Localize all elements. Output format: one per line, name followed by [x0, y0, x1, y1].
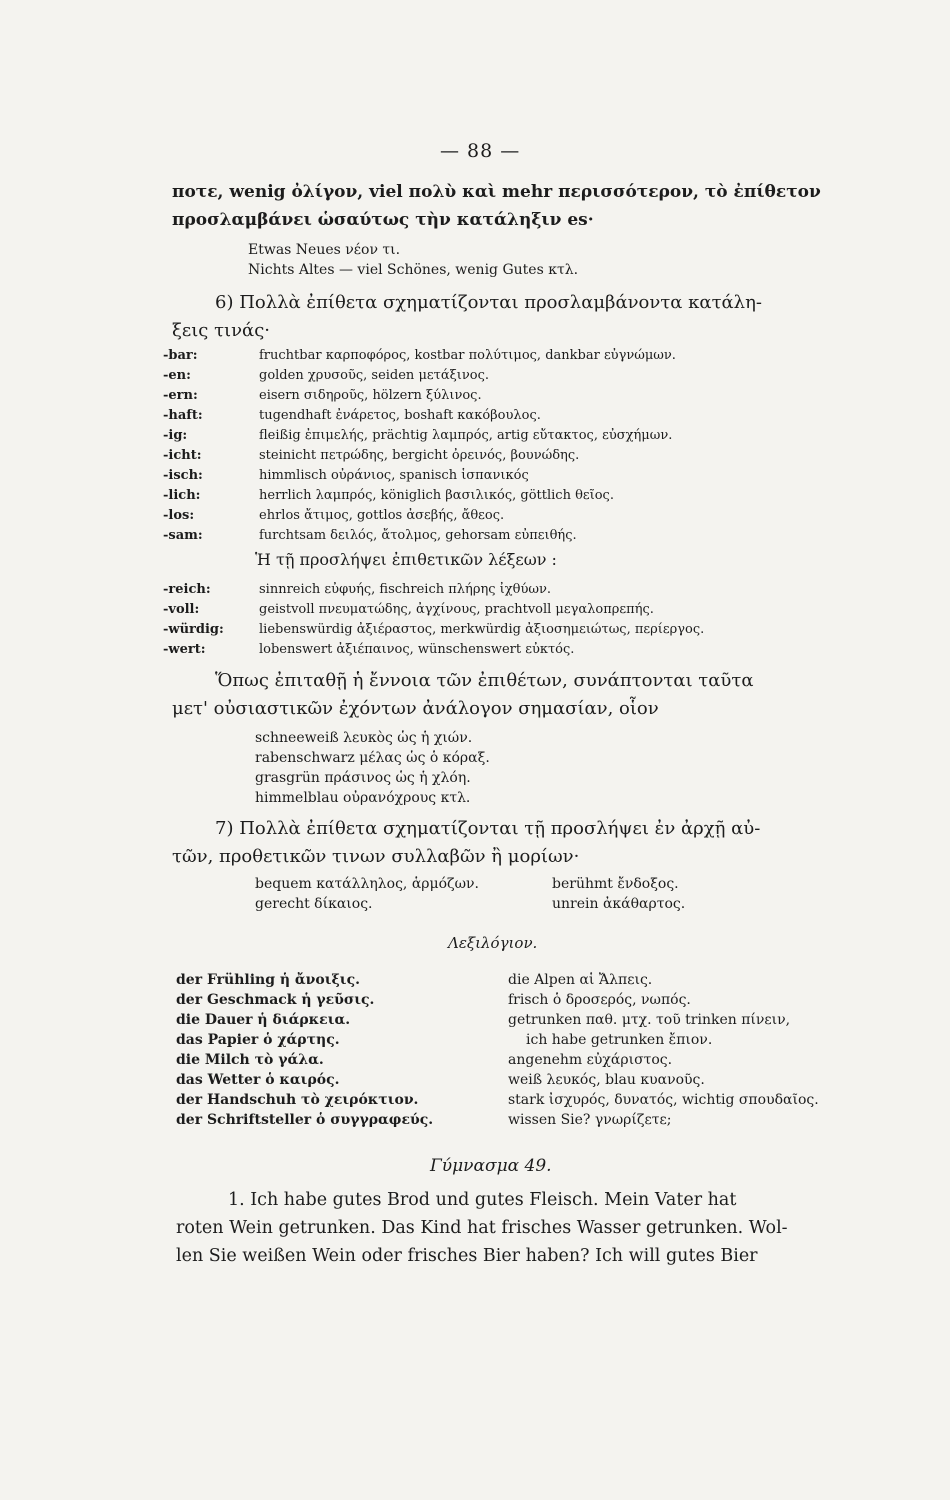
opos-line-2: μετ' οὐσιαστικῶν ἐχόντων ἀνάλογον σημασίαν, οἷον — [172, 698, 659, 719]
suffix-examples: furchtsam δειλός, ἄτολμος, gehorsam εὐπειθής. — [259, 528, 577, 543]
prefix-example: bequem κατάλληλος, ἁρμόζων. — [255, 876, 479, 892]
composite-examples: geistvoll πνευματώδης, ἀγχίνους, prachtvoll μεγαλοπρεπής. — [259, 602, 654, 617]
vocab-entry: der Geschmack ἡ γεῦσις. — [176, 992, 375, 1008]
suffix-examples: ehrlos ἄτιμος, gottlos ἀσεβής, ἄθεος. — [259, 508, 505, 523]
page-number: — 88 — — [440, 140, 521, 162]
vocab-entry: getrunken παθ. μτχ. τοῦ trinken πίνειν, — [508, 1012, 791, 1028]
prefix-example: gerecht δίκαιος. — [255, 896, 373, 912]
vocab-entry: angenehm εὐχάριστος. — [508, 1052, 673, 1068]
suffix-row — [163, 408, 541, 423]
vocab-entry: die Dauer ἡ διάρκεια. — [176, 1012, 351, 1028]
composite-examples: liebenswürdig ἀξιέραστος, merkwürdig ἀξιοσημειώτως, περίεργος. — [259, 622, 705, 637]
suffix-label: -haft: — [163, 408, 203, 423]
composite-row — [163, 582, 551, 597]
suffix-label: -los: — [163, 508, 195, 523]
suffix-examples: golden χρυσοῦς, seiden μετάξινος. — [259, 368, 489, 383]
vocab-entry: das Wetter ὁ καιρός. — [176, 1072, 340, 1088]
suffix-examples: tugendhaft ἐνάρετος, boshaft κακόβουλος. — [259, 408, 541, 423]
vocab-entry: wissen Sie? γνωρίζετε; — [508, 1112, 672, 1128]
intro-line-1: ποτε, wenig ὀλίγον, viel πολὺ καὶ mehr περισσότερον, τὸ ἐπίθετον — [172, 182, 821, 202]
suffix-label: -en: — [163, 368, 191, 383]
suffix-examples: eisern σιδηροῦς, hölzern ξύλινος. — [259, 388, 482, 403]
suffix-label: -ig: — [163, 428, 188, 443]
opos-line-1: Ὅπως ἐπιταθῇ ἡ ἔννοια τῶν ἐπιθέτων, συνάπτονται ταῦτα — [215, 670, 754, 691]
suffix-row — [163, 448, 579, 463]
composite-heading: Ἡ τῇ προσλήψει ἐπιθετικῶν λέξεων : — [255, 550, 557, 569]
suffix-label: -isch: — [163, 468, 203, 483]
section-7-line-1: 7) Πολλὰ ἐπίθετα σχηματίζονται τῇ προσλήψει ἐν ἀρχῇ αὐ- — [215, 818, 761, 839]
suffix-row — [163, 468, 529, 483]
suffix-label: -lich: — [163, 488, 201, 503]
vocab-entry: die Milch τὸ γάλα. — [176, 1052, 324, 1068]
composite-examples: lobenswert ἀξιέπαινος, wünschenswert εὐκτός. — [259, 642, 575, 657]
suffix-row — [163, 508, 504, 523]
vocab-entry: weiß λευκός, blau κυανοῦς. — [508, 1072, 705, 1088]
composite-examples: sinnreich εὐφυής, fischreich πλήρης ἰχθύων. — [259, 582, 552, 597]
vocab-entry: der Frühling ἡ ἄνοιξις. — [176, 972, 360, 988]
exercise-line: len Sie weißen Wein oder frisches Bier haben? Ich will gutes Bier — [176, 1246, 758, 1266]
composite-suffix: -wert: — [163, 642, 206, 657]
suffix-label: -icht: — [163, 448, 202, 463]
suffix-examples: fruchtbar καρποφόρος, kostbar πολύτιμος, dankbar εὐγνώμων. — [259, 348, 676, 363]
exercise-line: 1. Ich habe gutes Brod und gutes Fleisch. Mein Vater hat — [228, 1190, 737, 1210]
composite-suffix: -würdig: — [163, 622, 224, 637]
section-7-line-2: τῶν, προθετικῶν τινων συλλαβῶν ἢ μορίων· — [172, 846, 580, 867]
vocab-entry: das Papier ὁ χάρτης. — [176, 1032, 340, 1048]
suffix-row — [163, 388, 482, 403]
composite-row — [163, 622, 704, 637]
prefix-example: unrein ἀκάθαρτος. — [552, 896, 686, 912]
suffix-row — [163, 348, 676, 363]
suffix-row — [163, 428, 672, 443]
suffix-examples: herrlich λαμπρός, königlich βασιλικός, göttlich θεῖος. — [259, 488, 614, 503]
color-example: rabenschwarz μέλας ὡς ὁ κόραξ. — [255, 750, 490, 766]
prefix-example: berühmt ἔνδοξος. — [552, 876, 679, 892]
vocab-entry: ich habe getrunken ἔπιον. — [526, 1032, 713, 1048]
vocab-entry: der Schriftsteller ὁ συγγραφεύς. — [176, 1112, 434, 1128]
suffix-examples: fleißig ἐπιμελής, prächtig λαμπρός, artig εὔτακτος, εὐσχήμων. — [259, 428, 673, 443]
composite-suffix: -voll: — [163, 602, 200, 617]
composite-suffix: -reich: — [163, 582, 211, 597]
lexilogion-title: Λεξιλόγιον. — [448, 934, 538, 952]
suffix-row — [163, 488, 614, 503]
suffix-examples: steinicht πετρώδης, bergicht ὀρεινός, βουνώδης. — [259, 448, 580, 463]
suffix-label: -bar: — [163, 348, 198, 363]
suffix-label: -ern: — [163, 388, 198, 403]
composite-row — [163, 602, 654, 617]
intro-line-2: προσλαμβάνει ὡσαύτως τὴν κατάληξιν es· — [172, 210, 594, 230]
vocab-entry: frisch ὁ δροσερός, νωπός. — [508, 992, 691, 1008]
suffix-row — [163, 528, 577, 543]
suffix-examples: himmlisch οὐράνιος, spanisch ἱσπανικός — [259, 468, 529, 483]
intro-example-1: Etwas Neues νέον τι. — [248, 242, 401, 258]
intro-example-2: Nichts Altes — viel Schönes, wenig Gutes κτλ. — [248, 262, 579, 278]
gymnasma-title: Γύμνασμα 49. — [430, 1156, 552, 1176]
color-example: himmelblau οὐρανόχρους κτλ. — [255, 790, 471, 806]
section-6-line-1: 6) Πολλὰ ἐπίθετα σχηματίζονται προσλαμβάνοντα κατάλη- — [215, 292, 762, 313]
color-example: schneeweiß λευκὸς ὡς ἡ χιών. — [255, 730, 473, 746]
vocab-entry: der Handschuh τὸ χειρόκτιον. — [176, 1092, 419, 1108]
exercise-line: roten Wein getrunken. Das Kind hat frisches Wasser getrunken. Wol- — [176, 1218, 788, 1238]
composite-row — [163, 642, 574, 657]
suffix-row — [163, 368, 489, 383]
suffix-label: -sam: — [163, 528, 203, 543]
vocab-entry: die Alpen αἱ Ἄλπεις. — [508, 972, 653, 988]
color-example: grasgrün πράσινος ὡς ἡ χλόη. — [255, 770, 471, 786]
section-6-line-2: ξεις τινάς· — [172, 320, 271, 341]
vocab-entry: stark ἰσχυρός, δυνατός, wichtig σπουδαῖος. — [508, 1092, 819, 1108]
